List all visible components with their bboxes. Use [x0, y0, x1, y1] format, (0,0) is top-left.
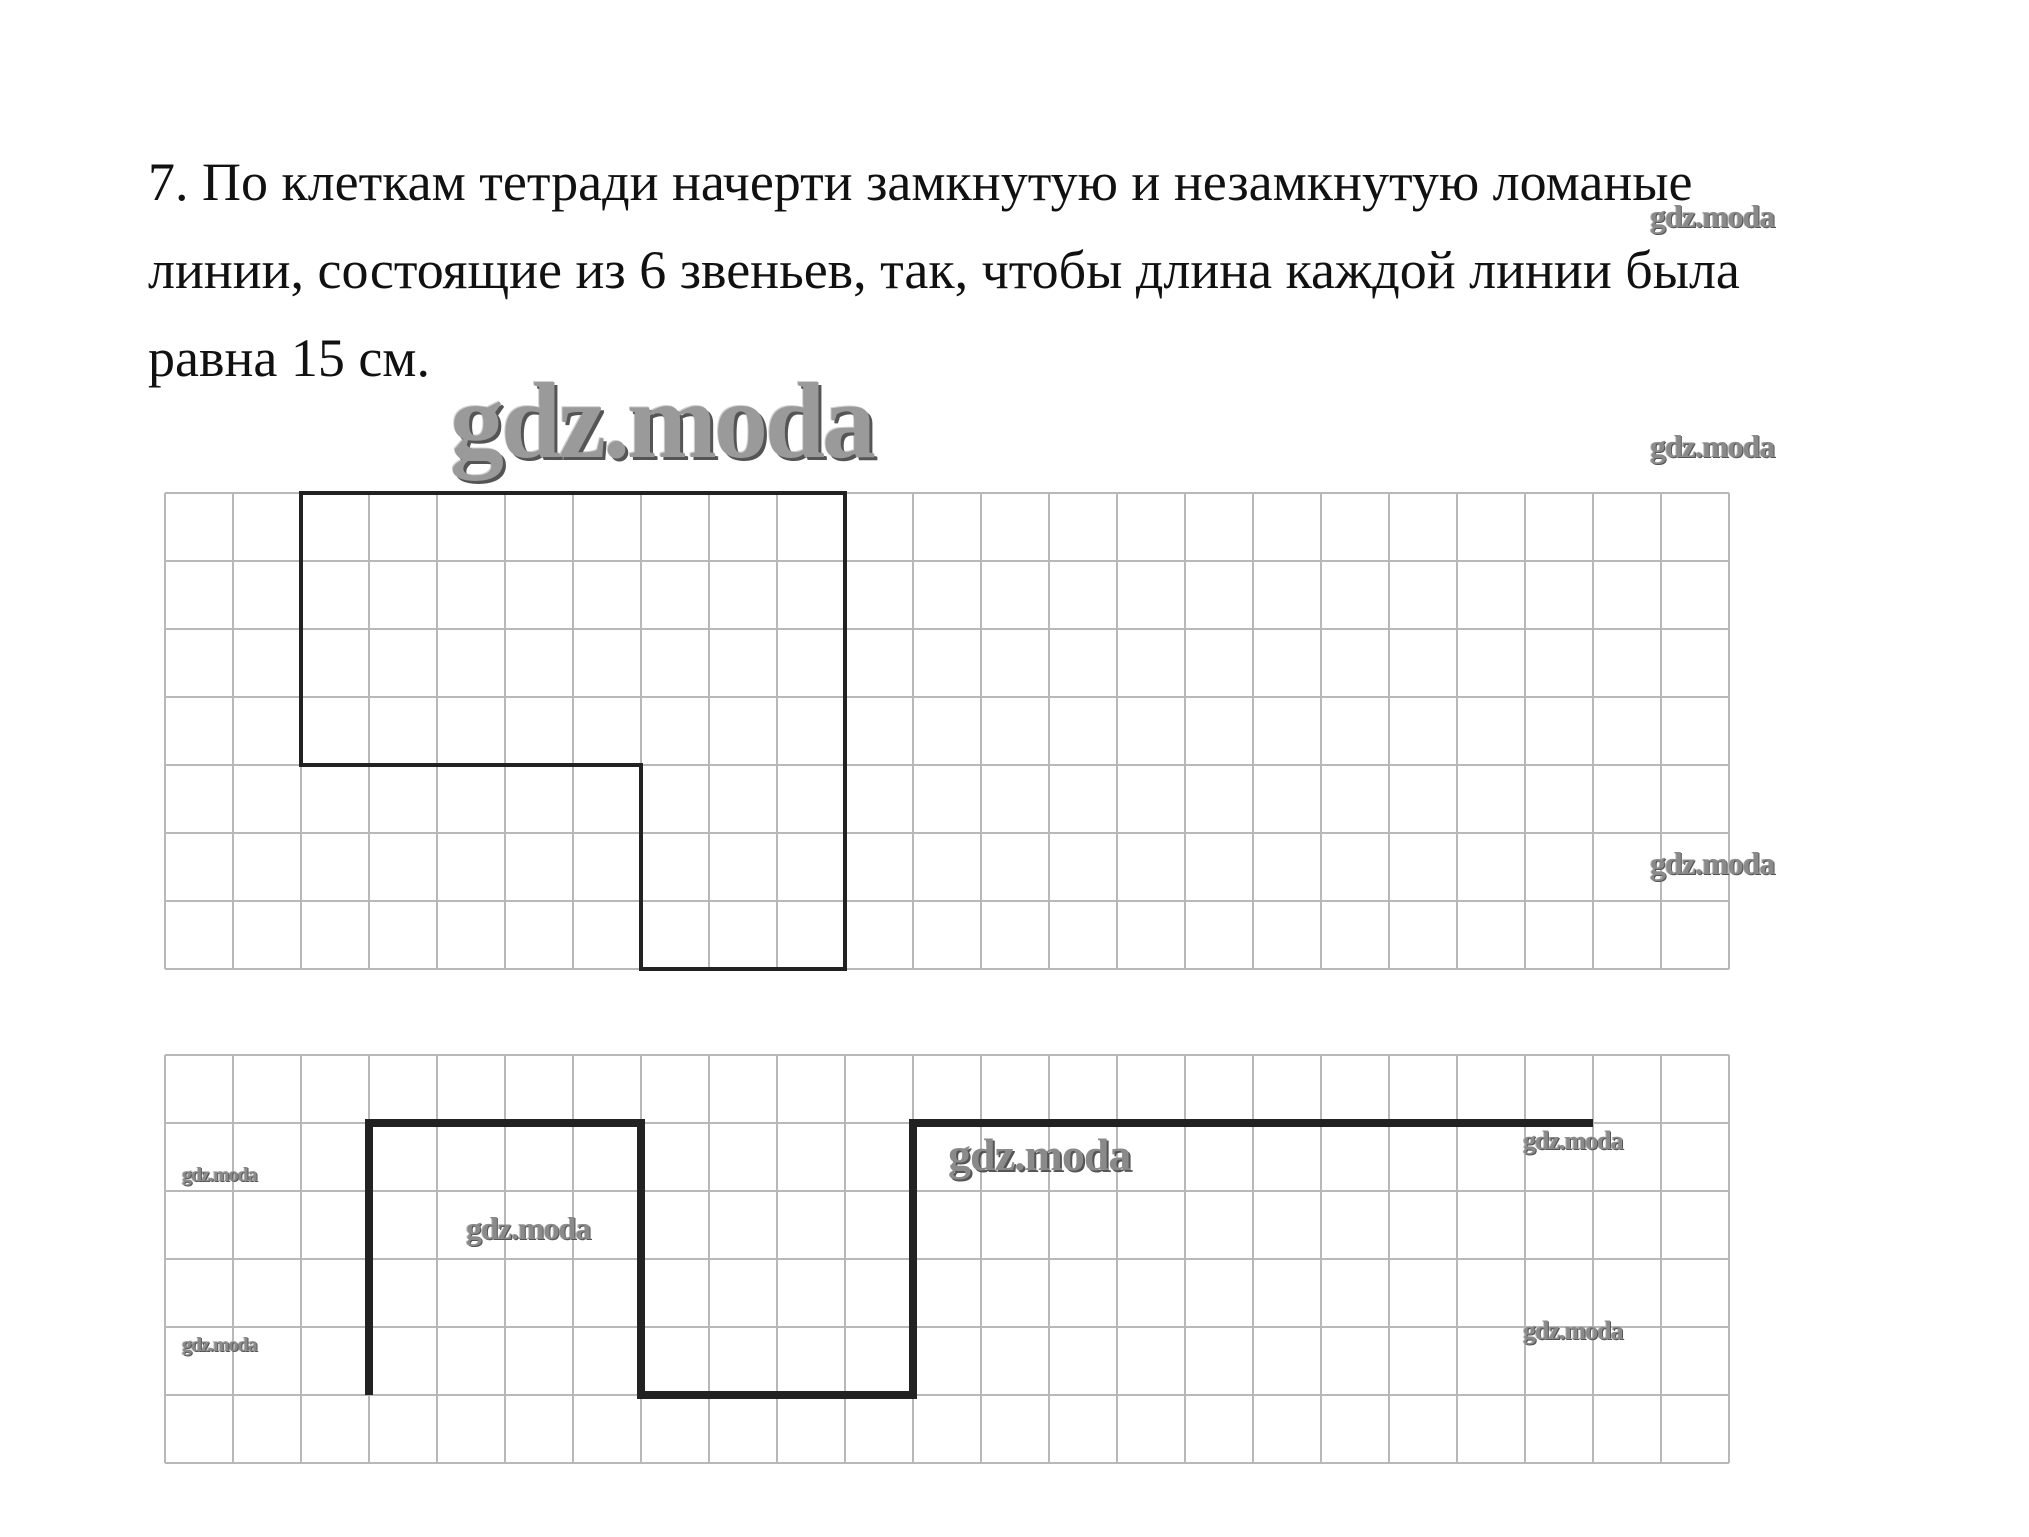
watermark: gdz.moda — [1523, 1316, 1623, 1345]
watermark: gdz.moda — [1650, 428, 1775, 464]
watermark: gdz.moda — [1650, 198, 1775, 234]
grid-closed-polyline — [165, 493, 1729, 969]
task-line-2: линии, состоящие из 6 звеньев, так, чтобы длина каждой линии была — [148, 240, 1740, 300]
watermark-large: gdz.moda — [450, 362, 874, 481]
grid-open-polyline — [165, 1055, 1729, 1463]
watermark: gdz.moda — [1650, 845, 1775, 881]
task-line-1: 7. По клеткам тетради начерти замкнутую и незамкнутую ломаные — [148, 152, 1693, 212]
watermark: gdz.moda — [1523, 1126, 1623, 1155]
watermark: gdz.moda — [948, 1129, 1131, 1180]
watermark: gdz.moda — [182, 1334, 257, 1356]
watermark: gdz.moda — [182, 1164, 257, 1186]
task-line-3: равна 15 см. — [148, 328, 430, 388]
watermark: gdz.moda — [466, 1210, 591, 1246]
